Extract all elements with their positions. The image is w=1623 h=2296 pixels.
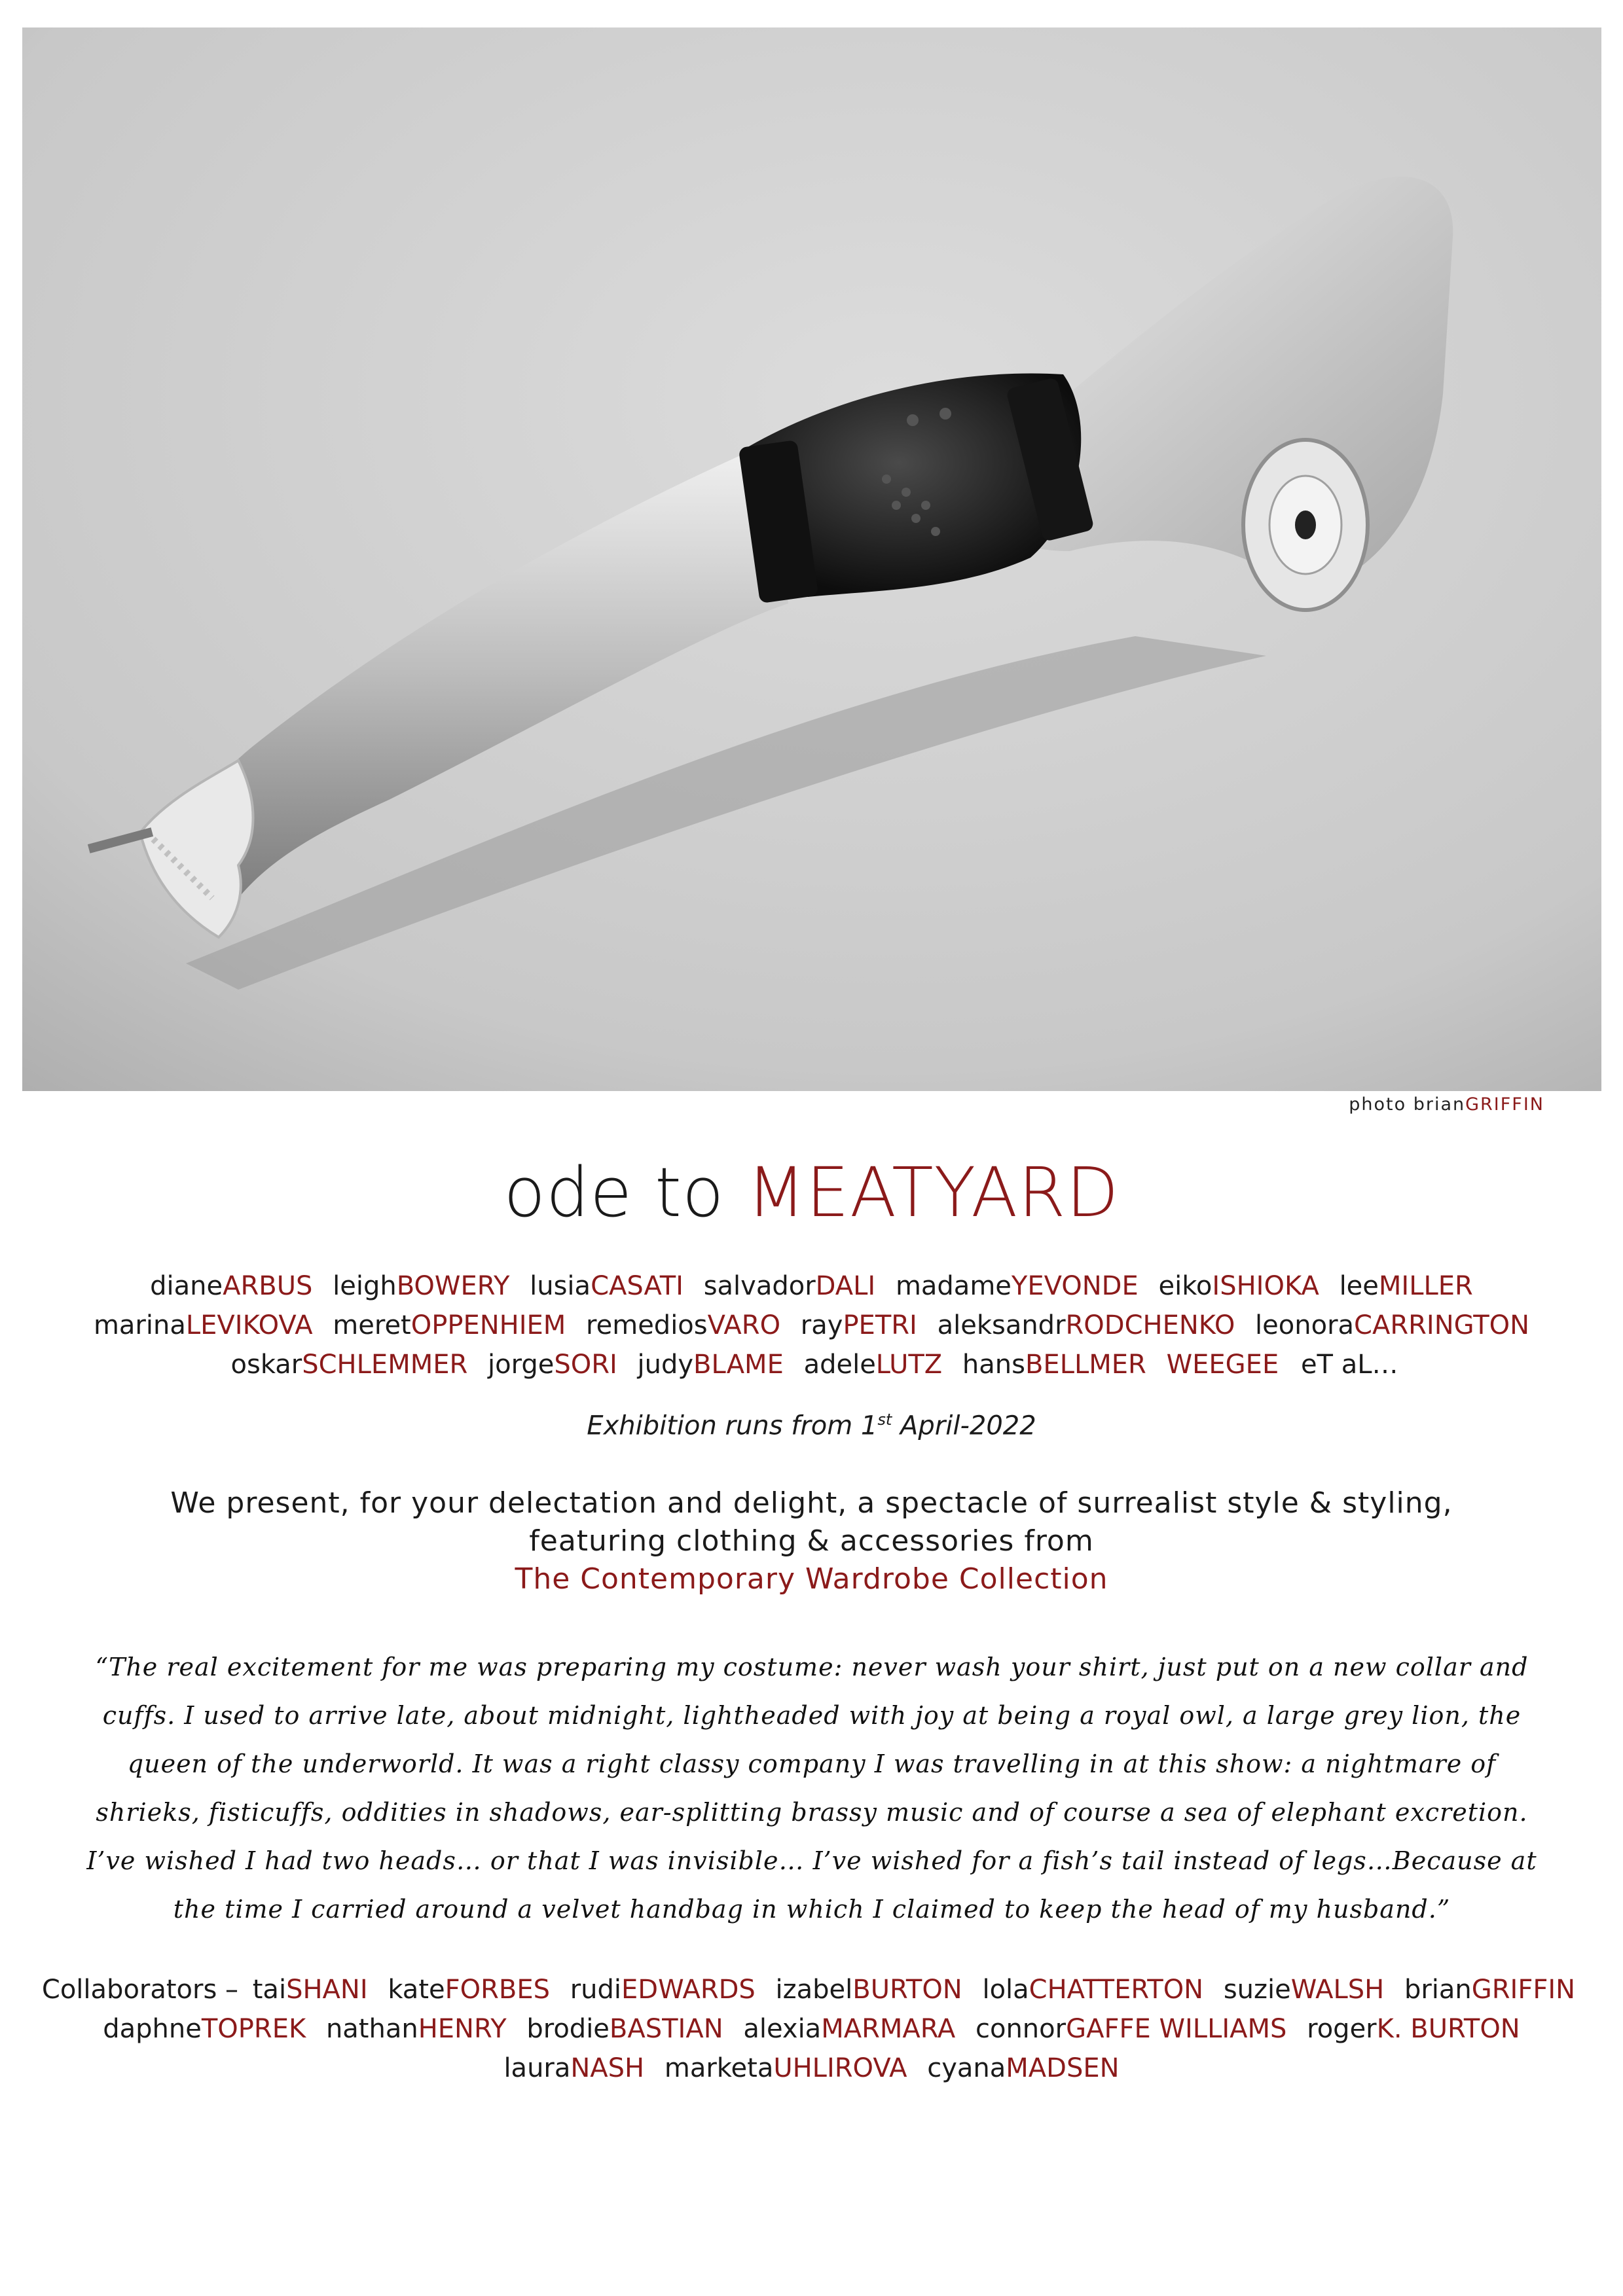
artist-name: dianeARBUS [150, 1271, 313, 1301]
artist-name: madameYEVONDE [895, 1271, 1139, 1301]
collaborator-name: rudiEDWARDS [570, 1975, 756, 2005]
artist-name: leighBOWERY [333, 1271, 510, 1301]
artist-name: remediosVARO [586, 1310, 781, 1340]
collaborator-name: nathanHENRY [325, 2014, 507, 2044]
artist-name: judyBLAME [637, 1350, 784, 1380]
exhibition-dates: Exhibition runs from 1st April-2022 [587, 1410, 1036, 1441]
artist-name: salvadorDALI [703, 1271, 876, 1301]
collaborator-name: alexiaMARMARA [743, 2014, 956, 2044]
artist-name: eikoISHIOKA [1158, 1271, 1319, 1301]
artist-name: jorgeSORI [488, 1350, 617, 1380]
artist-name: lusiaCASATI [530, 1271, 684, 1301]
collaborator-name: connorGAFFE WILLIAMS [975, 2014, 1287, 2044]
collaborators-line [0, 2009, 1623, 2049]
artist-line [0, 1306, 1623, 1345]
artist-name: WEEGEE [1166, 1350, 1279, 1380]
collaborator-name: cyanaMADSEN [927, 2053, 1120, 2083]
collaborator-name: lauraNASH [503, 2053, 645, 2083]
collaborator-name: izabelBURTON [775, 1975, 962, 2005]
collaborators-list [0, 1970, 1623, 2088]
collaborator-name: lolaCHATTERTON [982, 1975, 1204, 2005]
collaborator-name: suzieWALSH [1223, 1975, 1385, 2005]
artist-name: leeMILLER [1339, 1271, 1473, 1301]
artist-name: leonoraCARRINGTON [1255, 1310, 1530, 1340]
quote-block: “The real excitement for me was preparing my costume: never wash your shirt, just put on a new collar and cuffs. I used to arrive late, about midnight, lightheaded with joy at being a royal owl, a large grey lion, the queen of the underworld. It was a right classy company I was travelling in at this show: a nightmare of shrieks, fisticuffs, oddities in shadows, ear-splitting brassy music and of course a sea of elephant excretion. I’ve wished I had two heads… or that I was invisible… I’ve wished for a fish’s tail instead of legs…Because at the time I carried around a velvet handbag in which I claimed to keep the head of my husband.” [86, 1653, 1537, 1924]
intro-line: We present, for your delectation and delight, a spectacle of surrealist style & styling, [170, 1486, 1453, 1520]
collaborator-name: brodieBASTIAN [526, 2014, 723, 2044]
title-prefix: ode to [503, 1153, 747, 1232]
artist-name: oskarSCHLEMMER [230, 1350, 468, 1380]
collaborators-label: Collaborators – [41, 1975, 247, 2005]
title-highlight: MEATYARD [746, 1153, 1120, 1232]
credit-prefix: photo brian [1349, 1094, 1466, 1115]
artist-name: marinaLEVIKOVA [93, 1310, 313, 1340]
artist-line [0, 1266, 1623, 1306]
collaborator-name: rogerK. BURTON [1307, 2014, 1520, 2044]
artist-name: rayPETRI [800, 1310, 917, 1340]
artist-name: adeleLUTZ [803, 1350, 943, 1380]
photo-credit [1349, 1094, 1544, 1115]
collaborators-line [0, 1970, 1623, 2009]
collaborators-line [0, 2049, 1623, 2088]
artist-name: hansBELLMER [962, 1350, 1146, 1380]
credit-surname: GRIFFIN [1465, 1094, 1544, 1115]
artist-list-suffix: eT aL… [1300, 1350, 1398, 1380]
collaborator-name: brianGRIFFIN [1404, 1975, 1576, 2005]
artist-line [0, 1345, 1623, 1384]
collection-name: The Contemporary Wardrobe Collection [515, 1562, 1108, 1596]
hero-photograph [22, 27, 1601, 1091]
intro-line: featuring clothing & accessories from [529, 1524, 1094, 1558]
artist-name: aleksandrRODCHENKO [937, 1310, 1235, 1340]
collaborator-name: kateFORBES [388, 1975, 550, 2005]
artist-name: meretOPPENHIEM [333, 1310, 566, 1340]
collaborator-name: taiSHANI [252, 1975, 368, 2005]
collaborator-name: marketaUHLIROVA [664, 2053, 907, 2083]
collaborator-name: daphneTOPREK [103, 2014, 306, 2044]
artist-list [0, 1266, 1623, 1384]
intro-text [0, 1484, 1623, 1598]
page-title [0, 1152, 1623, 1234]
